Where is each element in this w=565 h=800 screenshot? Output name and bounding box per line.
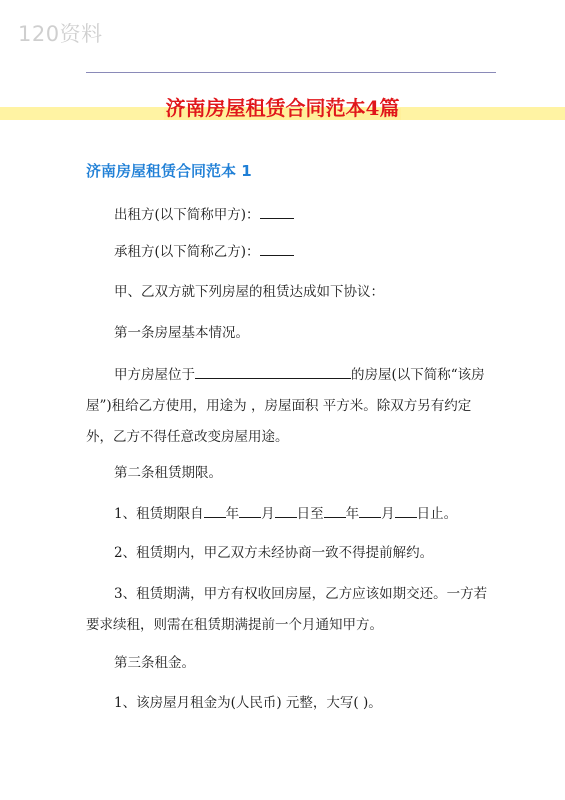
lessee-blank	[260, 241, 294, 256]
article2-item2: 2、租赁期内，甲乙双方未经协商一致不得提前解约。	[114, 545, 434, 561]
watermark-logo: 120资料	[18, 22, 103, 46]
article3-heading: 第三条租金。	[114, 655, 195, 671]
end-day-label: 日止。	[416, 506, 458, 522]
end-year-label: 年	[345, 506, 360, 522]
lessor-line	[86, 200, 496, 231]
location-blank	[195, 364, 351, 379]
lessee-label: 承租方(以下简称乙方)：	[114, 244, 260, 260]
article1-rest: “该房屋”)租给乙方使用，用途为 ，房屋面积 平方米。除双方另有约定外，乙方不得任意改变房屋用途。	[86, 367, 485, 445]
lessor-label: 出租方(以下简称甲方)：	[114, 207, 260, 223]
start-month-blank	[239, 503, 261, 518]
document-title-text: 济南房屋租赁合同范本4篇	[165, 96, 400, 120]
end-month-label: 月	[381, 506, 395, 522]
header-divider	[86, 72, 496, 73]
article2-item1	[86, 499, 496, 530]
term-prefix: 1、租赁期限自	[114, 506, 204, 522]
end-year-blank	[324, 503, 346, 518]
document-title	[0, 92, 565, 121]
start-month-label: 月	[261, 506, 275, 522]
article3-item1: 1、该房屋月租金为(人民币) 元整，大写( )。	[114, 695, 382, 711]
article1-heading: 第一条房屋基本情况。	[114, 325, 249, 341]
start-year-blank	[204, 503, 226, 518]
article1-body	[86, 360, 496, 453]
article2-heading: 第二条租赁期限。	[114, 465, 222, 481]
lessor-blank	[260, 204, 294, 219]
article1-line1-post: 的房屋(以下简称	[351, 367, 451, 383]
start-day-label: 日至	[296, 506, 324, 522]
lessee-line	[86, 237, 496, 268]
article2-item3: 3、租赁期满，甲方有权收回房屋，乙方应该如期交还。一方若要求续租，则需在租赁期满提前一个月通知甲方。	[86, 586, 488, 633]
section-heading: 济南房屋租赁合同范本 1	[86, 162, 252, 180]
agreement-intro: 甲、乙双方就下列房屋的租赁达成如下协议：	[114, 284, 384, 300]
start-day-blank	[275, 503, 297, 518]
article1-line1-pre: 甲方房屋位于	[114, 367, 195, 383]
start-year-label: 年	[225, 506, 240, 522]
end-day-blank	[395, 503, 417, 518]
end-month-blank	[359, 503, 381, 518]
